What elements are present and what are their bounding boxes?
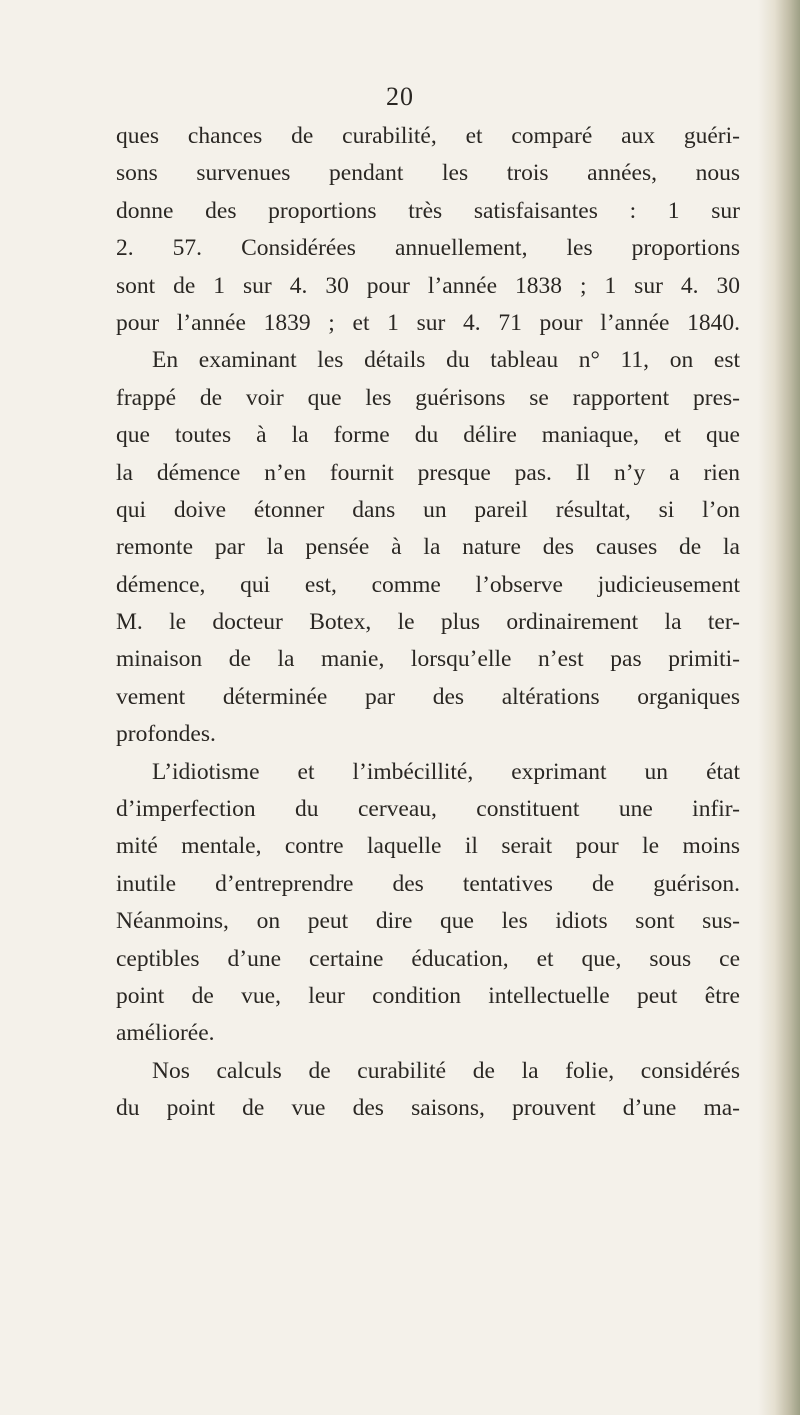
text-line: ques chances de curabilité, et comparé aux guéri- [116, 123, 740, 149]
text-line: pour l’année 1839 ; et 1 sur 4. 71 pour l’année 1840. [116, 309, 740, 336]
text-line: inutile d’entreprendre des tentatives de guérison. [116, 870, 740, 897]
page-number: 20 [386, 82, 414, 111]
text-line: mité mentale, contre laquelle il serait pour le moins [116, 833, 740, 860]
text-line: qui doive étonner dans un pareil résultat, si l’on [116, 496, 740, 523]
text-line: du point de vue des saisons, prouvent d’une ma- [116, 1095, 740, 1122]
text-line: remonte par la pensée à la nature des causes de la [116, 534, 740, 561]
paragraph-start-line: Nos calculs de curabilité de la folie, considérés [152, 1057, 740, 1084]
text-line: sons survenues pendant les trois années, nous [116, 160, 740, 187]
text-line: démence, qui est, comme l’observe judicieusement [116, 571, 740, 598]
text-line: ceptibles d’une certaine éducation, et que, sous ce [116, 945, 740, 972]
text-line: M. le docteur Botex, le plus ordinairement la ter- [116, 609, 740, 636]
text-line: d’imperfection du cerveau, constituent une infir- [116, 796, 740, 823]
text-line: vement déterminée par des altérations organiques [116, 683, 740, 710]
text-line: sont de 1 sur 4. 30 pour l’année 1838 ; 1 sur 4. 30 [116, 272, 740, 299]
body-text [116, 118, 740, 1128]
text-line: minaison de la manie, lorsqu’elle n’est pas primiti- [116, 646, 740, 673]
paragraph-start-line: En examinant les détails du tableau n° 11, on est [152, 347, 740, 374]
text-line: 2. 57. Considérées annuellement, les proportions [116, 235, 740, 262]
paragraph-end-line: améliorée. [116, 1020, 215, 1047]
text-line: frappé de voir que les guérisons se rapportent pres- [116, 384, 740, 411]
text-line: la démence n’en fournit presque pas. Il n’y a rien [116, 459, 740, 486]
paragraph-start-line: L’idiotisme et l’imbécillité, exprimant un état [152, 758, 740, 785]
text-line: Néanmoins, on peut dire que les idiots sont sus- [116, 908, 740, 935]
page-edge-shadow [758, 0, 800, 1415]
text-line: donne des proportions très satisfaisantes : 1 sur [116, 197, 740, 224]
text-line: point de vue, leur condition intellectuelle peut être [116, 982, 740, 1009]
paragraph-end-line: profondes. [116, 721, 216, 748]
text-line: que toutes à la forme du délire maniaque, et que [116, 422, 740, 449]
